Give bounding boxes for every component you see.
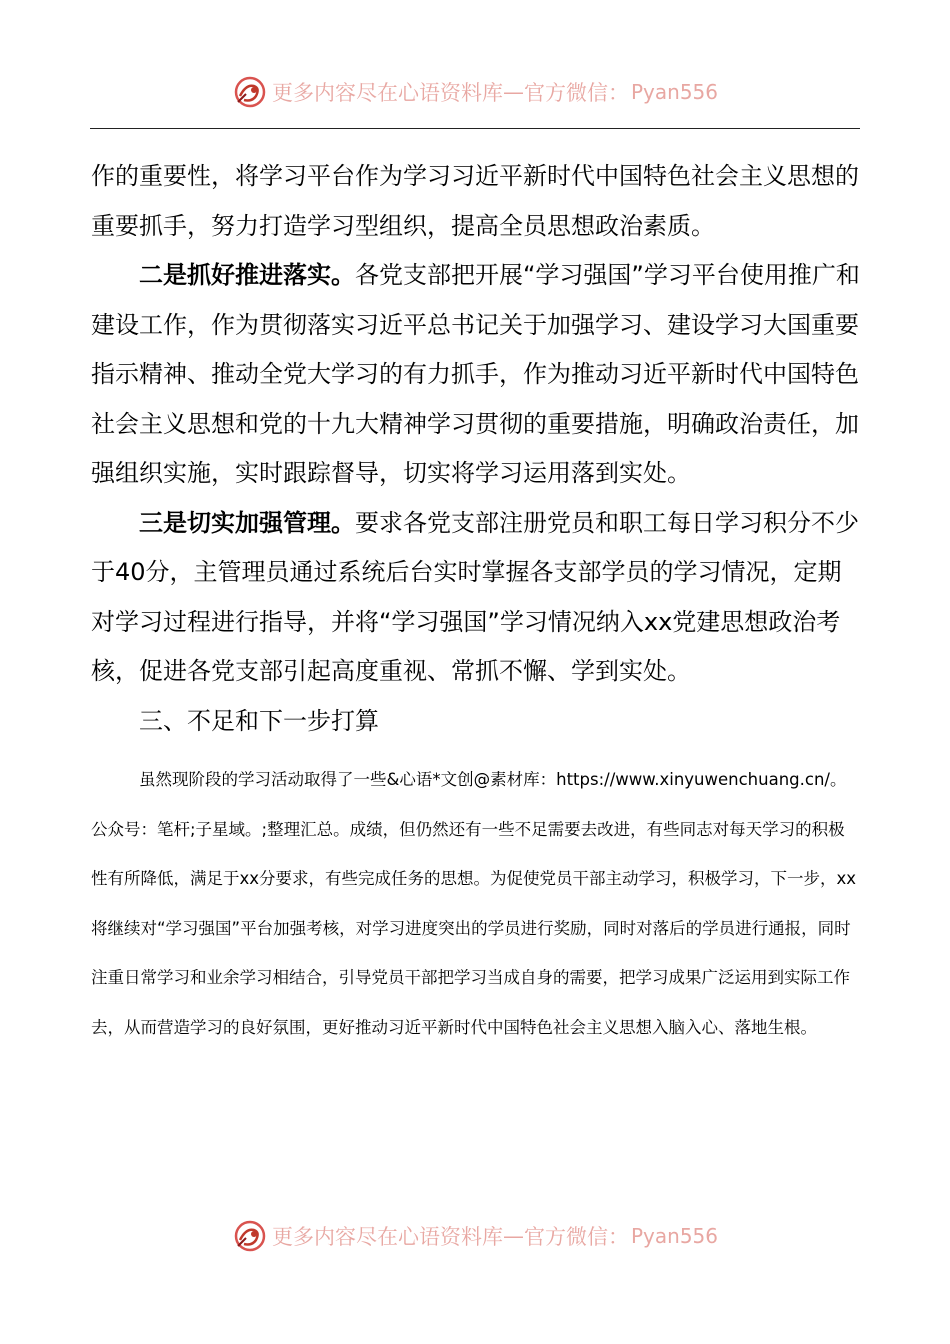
paragraph-3-body: 要求各党支部注册党员和职工每日学习积分不少于40分，主管理员通过系统后台实时掌握各支部学员的学习情况，定期对学习过程进行指导，并将“学习强国”学习情况纳入xx党建思想政治考核，促进各党支部引起高度重视、常抓不懈、学到实处。 (91, 508, 859, 685)
paragraph-3 (91, 499, 861, 697)
banner-wechat-id: Pyan556 (630, 80, 718, 104)
paragraph-2-lead: 二是抓好推进落实。 (139, 261, 355, 289)
brand-logo-icon (232, 1218, 268, 1254)
section-heading: 三、不足和下一步打算 (139, 706, 379, 735)
paragraph-2 (91, 251, 861, 499)
banner-wechat-id: Pyan556 (630, 1224, 718, 1248)
header-divider (90, 128, 860, 129)
paragraph-1: 作的重要性，将学习平台作为学习习近平新时代中国特色社会主义思想的重要抓手，努力打造学习型组织，提高全员思想政治素质。 (91, 162, 859, 240)
brand-logo-icon (232, 74, 268, 110)
paragraph-2-body: 各党支部把开展“学习强国”学习平台使用推广和建设工作，作为贯彻落实习近平总书记关于加强学习、建设学习大国重要指示精神、推动全党大学习的有力抓手，作为推动习近平新时代中国特色社会主义思想和党的十九大精神学习贯彻的重要措施，明确政治责任，加强组织实施，实时跟踪督导，切实将学习运用落到实处。 (91, 261, 860, 487)
paragraph-3-lead: 三是切实加强管理。 (139, 508, 355, 537)
banner-dash: — (502, 80, 524, 104)
header-banner (0, 72, 950, 112)
banner-title: 更多内容尽在心语资料库 (271, 81, 503, 105)
banner-dash: — (502, 1224, 524, 1248)
footer-banner (0, 1216, 950, 1256)
paragraph-4: 虽然现阶段的学习活动取得了一些&心语*文创@素材库：https://www.xinyuwenchuang.cn/。公众号：笔杆;子星域。;整理汇总。成绩，但仍然还有一些不足需要去改进，有些同志对每天学习的积极性有所降低，满足于xx分要求，有些完成任务的思想。为促使党员干部主动学习，积极学习，下一步，xx将继续对“学习强国”平台加强考核，对学习进度突出的学员进行奖励，同时对落后的学员进行通报，同时注重日常学习和业余学习相结合，引导党员干部把学习当成自身的需要，把学习成果广泛运用到实际工作去，从而营造学习的良好氛围，更好推动习近平新时代中国特色社会主义思想入脑入心、落地生根。 (91, 770, 857, 1037)
banner-title: 更多内容尽在心语资料库 (271, 1225, 503, 1249)
banner-wechat-label: 官方微信： (523, 1225, 629, 1249)
document-body (91, 152, 861, 746)
banner-wechat-label: 官方微信： (523, 81, 629, 105)
